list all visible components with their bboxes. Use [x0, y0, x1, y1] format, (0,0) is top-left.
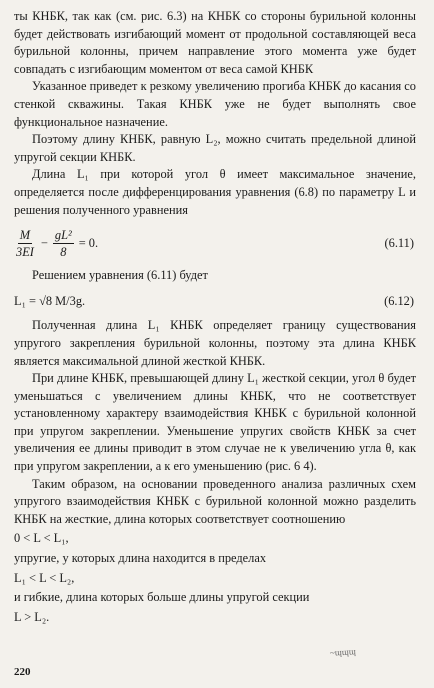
page-number: 220 — [14, 666, 31, 678]
equation-6-11-expression — [14, 227, 98, 260]
paragraph-6: Полученная длина L₁ КНБК определяет границу существования упругого закрепления бурильной колонны, поэтому эта длина КНБК является максимальной длиной жесткой КНБК. — [14, 318, 416, 368]
fraction-gl2-over-8 — [53, 227, 74, 260]
minus-sign: − — [40, 235, 48, 250]
fraction-numerator: M — [19, 228, 31, 243]
fraction-denominator: 3EI — [16, 245, 34, 260]
paragraph-1: ты КНБК, так как (см. рис. 6.3) на КНБК со стороны бурильной колонны будет действовать изгибающий момент от продольной составляющей веса бурильной колонны, причем направление этого момента уже будет совпадать с изгибающим моментом от веса самой КНБК — [14, 9, 416, 76]
paragraph-3: Поэтому длину КНБК, равную L₂, можно считать предельной длиной упругой секции КНБК. — [14, 132, 416, 164]
fraction-numerator: gL² — [54, 228, 72, 243]
handwritten-mark: ~ɰɰɰ — [329, 646, 357, 658]
equation-6-11 — [14, 227, 416, 260]
paragraph-2: Указанное приведет к резкому увеличению прогиба КНБК до касания со стенкой скважины. Такая КНБК уже не будет выполнять свое функциональное назначение. — [14, 79, 416, 129]
paragraph-8: Таким образом, на основании проведенного анализа различных схем упругого взаимодействия КНБК с бурильной колонной можно разделить КНБК на жесткие, длина которых соответствует соотношению — [14, 476, 416, 526]
paragraph-5: Решением уравнения (6.11) будет — [32, 268, 208, 283]
fraction-denominator: 8 — [60, 245, 67, 260]
fraction-m-over-3ei — [14, 227, 36, 260]
equation-rhs: = 0. — [78, 235, 99, 250]
equation-6-12 — [14, 293, 416, 311]
paragraph-7: При длине КНБК, превышающей длину L₁ жесткой секции, угол θ будет уменьшаться с увеличением длины КНБК, что не соответствует установленному характеру взаимодействия КНБК с бурильной колонной при упругом закреплении. Уменьшение упругих свойств КНБК за счет увеличения ее длины приводит в этом случае не к увеличению угла θ, как при упругом закреплении, а к его уменьшению (рис. 6 4). — [14, 371, 416, 474]
equation-6-12-expression: L₁ = √8 M/3g. — [14, 293, 86, 308]
equation-number: (6.11) — [384, 235, 414, 250]
paragraph-4: Длина L₁ при которой угол θ имеет максимальное значение, определяется после дифференцирования уравнения (6.8) по параметру L и решения полученного уравнения — [14, 167, 416, 217]
paragraph-9: упругие, у которых длина находится в пределах — [14, 551, 267, 566]
equation-number: (6.12) — [384, 293, 414, 308]
relation-elastic: L₁ < L < L₂, — [14, 570, 75, 585]
paragraph-10: и гибкие, длина которых больше длины упругой секции — [14, 590, 310, 605]
relation-rigid: 0 < L < L₁, — [14, 531, 69, 546]
relation-flexible: L > L₂. — [14, 609, 50, 624]
